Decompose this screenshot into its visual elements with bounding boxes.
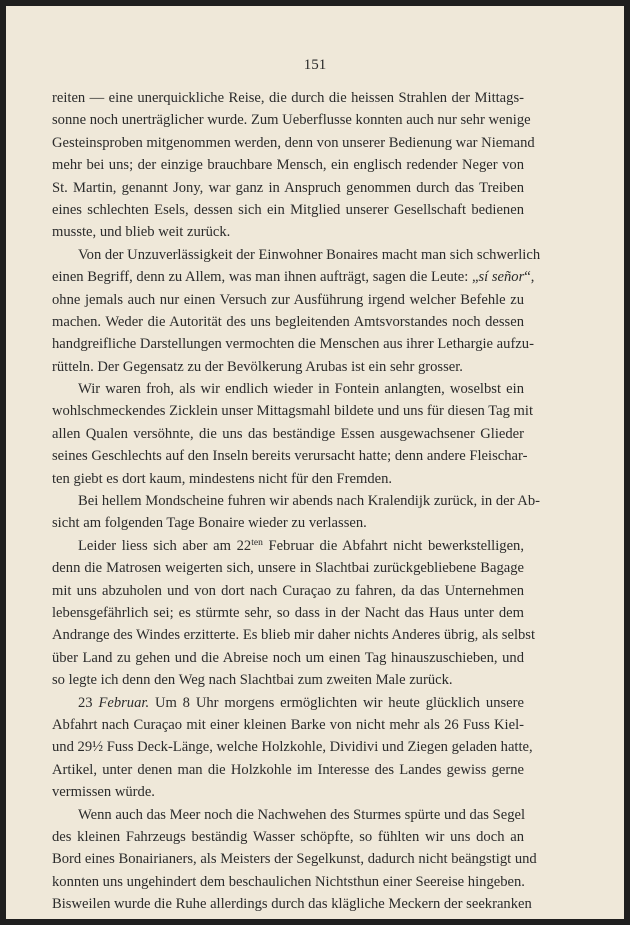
text-line: allen Qualen versöhnte, die uns das beständige Essen ausgewachsener Glieder bbox=[52, 425, 524, 442]
quoted-phrase: sí señor bbox=[478, 269, 525, 286]
text-line: rütteln. Der Gegensatz zu der Bevölkerung Arubas ist ein sehr grosser. bbox=[52, 358, 463, 375]
text-line: ten giebt es dort kaum, mindestens nicht für den Fremden. bbox=[52, 470, 393, 487]
text-line: Artikel, unter denen man die Holzkohle im Interesse des Landes gewiss gerne bbox=[52, 761, 524, 778]
text-line: 23 Februar. Um 8 Uhr morgens ermöglichten wir heute glücklich unsere bbox=[78, 694, 524, 711]
text-line: Bisweilen wurde die Ruhe allerdings durch das klägliche Meckern der seekranken bbox=[52, 896, 532, 913]
text-line: Gesteinsproben mitgenommen werden, denn von unserer Bedienung war Niemand bbox=[52, 134, 535, 151]
date-superscript: ten bbox=[251, 537, 263, 548]
text-line: sonne noch unerträglicher wurde. Zum Ueberflusse konnten auch nur sehr wenige bbox=[52, 112, 531, 129]
text-line: Andrange des Windes erzitterte. Es blieb mir daher nichts Anderes übrig, als selbst bbox=[52, 627, 536, 644]
text-line: des kleinen Fahrzeugs beständig Wasser schöpfte, so fühlten wir uns doch an bbox=[52, 828, 524, 845]
text-line: machen. Weder die Autorität des uns begleitenden Amtsvorstandes noch dessen bbox=[52, 313, 524, 330]
text-line: seines Geschlechts auf den Inseln bereits verursacht hatte; denn andere Fleischar- bbox=[52, 448, 528, 465]
text-line: Bei hellem Mondscheine fuhren wir abends nach Kralendijk zurück, in der Ab- bbox=[78, 493, 540, 510]
text-line: lebensgefährlich sei; es stürmte sehr, so dass in der Nacht das Haus unter dem bbox=[52, 604, 524, 621]
page-number: 151 bbox=[303, 57, 327, 73]
text-line: Abfahrt nach Curaçao mit einer kleinen Barke von nicht mehr als 26 Fuss Kiel- bbox=[52, 716, 524, 733]
date-heading: Februar. bbox=[98, 694, 150, 711]
text-line: über Land zu gehen und die Abreise noch um einen Tag hinauszuschieben, und bbox=[52, 649, 524, 666]
text-line: ohne jemals auch nur einen Versuch zur Ausführung irgend welcher Befehle zu bbox=[52, 291, 524, 308]
text-line: handgreifliche Darstellungen vermochten die Menschen aus ihrer Lethargie aufzu- bbox=[52, 336, 534, 353]
text-line: St. Martin, genannt Jony, war ganz in Anspruch genommen durch das Treiben bbox=[52, 179, 524, 196]
text-line: vermissen würde. bbox=[52, 784, 155, 801]
text-line: mit uns abzuholen und von dort nach Curaçao zu fahren, da das Unternehmen bbox=[52, 582, 524, 599]
text-line: einen Begriff, denn zu Allem, was man ihnen aufträgt, sagen die Leute: „sí señor“, bbox=[52, 269, 535, 286]
text-line: eines schlechten Esels, dessen sich ein Mitglied unserer Gesellschaft bedienen bbox=[52, 201, 524, 218]
text-line: reiten — eine unerquickliche Reise, die durch die heissen Strahlen der Mittags- bbox=[52, 90, 524, 106]
text-line: konnten uns ungehindert dem beschaulichen Nichtsthun einer Seereise hingeben. bbox=[52, 873, 525, 890]
text-line: denn die Matrosen weigerten sich, unsere in Slachtbai zurückgebliebene Bagage bbox=[52, 560, 524, 577]
text-line: musste, und blieb weit zurück. bbox=[52, 224, 231, 241]
text-line: und 29½ Fuss Deck-Länge, welche Holzkohle, Dividivi und Ziegen geladen hatte, bbox=[52, 739, 533, 756]
text-line: wohlschmeckendes Zicklein unser Mittagsmahl bildete und uns für diesen Tag mit bbox=[52, 403, 534, 420]
text-line: Von der Unzuverlässigkeit der Einwohner Bonaires macht man sich schwerlich bbox=[78, 246, 541, 263]
body-text bbox=[52, 87, 541, 915]
text-line: mehr bei uns; der einzige brauchbare Mensch, ein englisch redender Neger von bbox=[52, 157, 524, 174]
text-line: sicht am folgenden Tage Bonaire wieder zu verlassen. bbox=[52, 515, 367, 532]
text-line: Wenn auch das Meer noch die Nachwehen des Sturmes spürte und das Segel bbox=[78, 806, 526, 823]
text-line: Bord eines Bonairianers, als Meisters der Segelkunst, dadurch nicht beängstigt und bbox=[52, 851, 537, 868]
text-line: so legte ich denn den Weg nach Slachtbai zum zweiten Male zurück. bbox=[52, 672, 453, 689]
text-line: Leider liess sich aber am $22^{ten}$ Februar die Abfahrt nicht bewerkstelligen, bbox=[78, 537, 524, 554]
text-line: Wir waren froh, als wir endlich wieder in Fontein anlangten, woselbst ein bbox=[78, 381, 524, 398]
